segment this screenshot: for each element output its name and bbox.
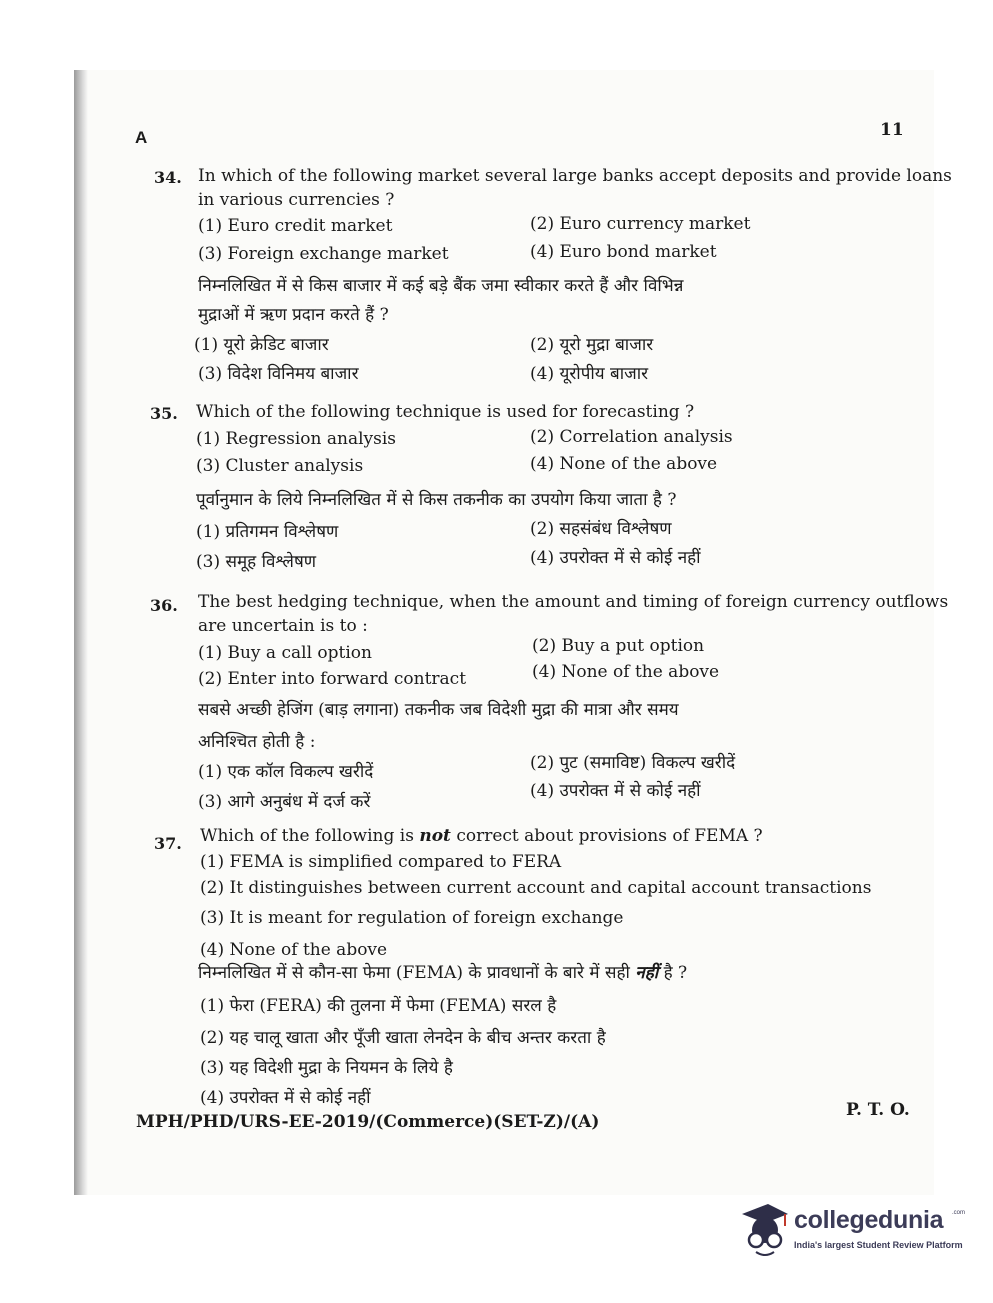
option-hi-1: (1) फेरा (FERA) की तुलना में फेमा (FEMA) सरल है [200, 996, 557, 1016]
question-number: 36. [150, 596, 178, 615]
option-hi-3: (3) विदेश विनिमय बाजार [198, 364, 359, 384]
question-number: 34. [154, 168, 182, 187]
option-en-4: (4) Euro bond market [530, 242, 717, 262]
set-label: A [135, 128, 148, 147]
question-number: 37. [154, 834, 182, 853]
brand-tagline: India's largest Student Review Platform [794, 1240, 963, 1250]
question-text-hi-pre: निम्नलिखित में से कौन-सा फेमा (FEMA) के प्रावधानों के बारे में सही [198, 963, 630, 983]
question-text-en-cont: are uncertain is to : [198, 616, 368, 636]
question-number: 35. [150, 404, 178, 423]
brand-suffix: .com [952, 1210, 966, 1216]
option-hi-2: (2) यूरो मुद्रा बाजार [530, 335, 654, 355]
question-text-hi-cont: अनिश्चित होती है : [198, 732, 316, 752]
option-hi-1: (1) एक कॉल विकल्प खरीदें [198, 762, 374, 782]
question-text-hi [198, 960, 687, 983]
question-text-hi: निम्नलिखित में से किस बाजार में कई बड़े बैंक जमा स्वीकार करते हैं और विभिन्न [198, 276, 684, 296]
question-text-en: Which of the following technique is used for forecasting ? [196, 402, 695, 422]
option-hi-3: (3) समूह विश्लेषण [196, 552, 317, 572]
question-text-en-cont: in various currencies ? [198, 190, 395, 210]
question-text-hi: पूर्वानुमान के लिये निम्नलिखित में से किस तकनीक का उपयोग किया जाता है ? [196, 490, 677, 510]
question-text-en-pre: Which of the following is [200, 826, 414, 846]
option-en-3: (3) It is meant for regulation of foreign exchange [200, 908, 624, 928]
option-en-1: (1) Regression analysis [196, 429, 397, 449]
page-number: 11 [880, 120, 904, 140]
option-hi-4: (4) उपरोक्त में से कोई नहीं [530, 781, 701, 801]
question-text-en [200, 824, 763, 849]
option-hi-3: (3) यह विदेशी मुद्रा के नियमन के लिये है [200, 1058, 453, 1078]
option-hi-4: (4) यूरोपीय बाजार [530, 364, 649, 384]
paper-code: MPH/PHD/URS-EE-2019/(Commerce)(SET-Z)/(A) [136, 1112, 600, 1132]
option-en-3: (2) Enter into forward contract [198, 669, 467, 689]
option-hi-1: (1) प्रतिगमन विश्लेषण [196, 522, 339, 542]
option-hi-1: (1) यूरो क्रेडिट बाजार [194, 335, 329, 355]
question-text-hi: सबसे अच्छी हेजिंग (बाड़ लगाना) तकनीक जब विदेशी मुद्रा की मात्रा और समय [198, 700, 679, 720]
question-text-en-post: correct about provisions of FEMA ? [456, 826, 763, 846]
option-hi-4: (4) उपरोक्त में से कोई नहीं [530, 548, 701, 568]
brand-name: collegedunia [794, 1206, 944, 1234]
student-mascot-icon [738, 1200, 792, 1258]
option-en-2: (2) It distinguishes between current account and capital account transactions [200, 878, 872, 898]
question-text-en: In which of the following market several large banks accept deposits and provide loans [198, 166, 952, 186]
option-en-1: (1) Buy a call option [198, 643, 372, 663]
option-en-4: (4) None of the above [530, 454, 718, 474]
option-hi-2: (2) यह चालू खाता और पूँजी खाता लेनदेन के बीच अन्तर करता है [200, 1028, 606, 1048]
option-en-4: (4) None of the above [200, 940, 388, 960]
option-en-2: (2) Correlation analysis [530, 427, 733, 447]
emphasis-not: not [419, 826, 451, 846]
option-en-1: (1) FEMA is simplified compared to FERA [200, 852, 562, 872]
option-hi-2: (2) पुट (समाविष्ट) विकल्प खरीदें [530, 753, 736, 773]
option-en-3: (3) Cluster analysis [196, 456, 364, 476]
option-en-1: (1) Euro credit market [198, 216, 393, 236]
option-en-2: (2) Euro currency market [530, 214, 751, 234]
option-en-3: (3) Foreign exchange market [198, 244, 449, 264]
emphasis-nahin: नहीं [635, 963, 659, 983]
question-text-hi-post: है ? [663, 963, 688, 983]
pto-label: P. T. O. [846, 1100, 910, 1120]
collegedunia-logo [738, 1200, 966, 1262]
option-hi-2: (2) सहसंबंध विश्लेषण [530, 519, 672, 539]
question-text-hi-cont: मुद्राओं में ऋण प्रदान करते हैं ? [198, 305, 389, 325]
question-text-en: The best hedging technique, when the amount and timing of foreign currency outflows [198, 592, 949, 612]
scan-shadow-edge [74, 70, 88, 1195]
option-en-2: (2) Buy a put option [532, 636, 705, 656]
option-hi-3: (3) आगे अनुबंध में दर्ज करें [198, 792, 371, 812]
option-hi-4: (4) उपरोक्त में से कोई नहीं [200, 1088, 371, 1108]
option-en-4: (4) None of the above [532, 662, 720, 682]
